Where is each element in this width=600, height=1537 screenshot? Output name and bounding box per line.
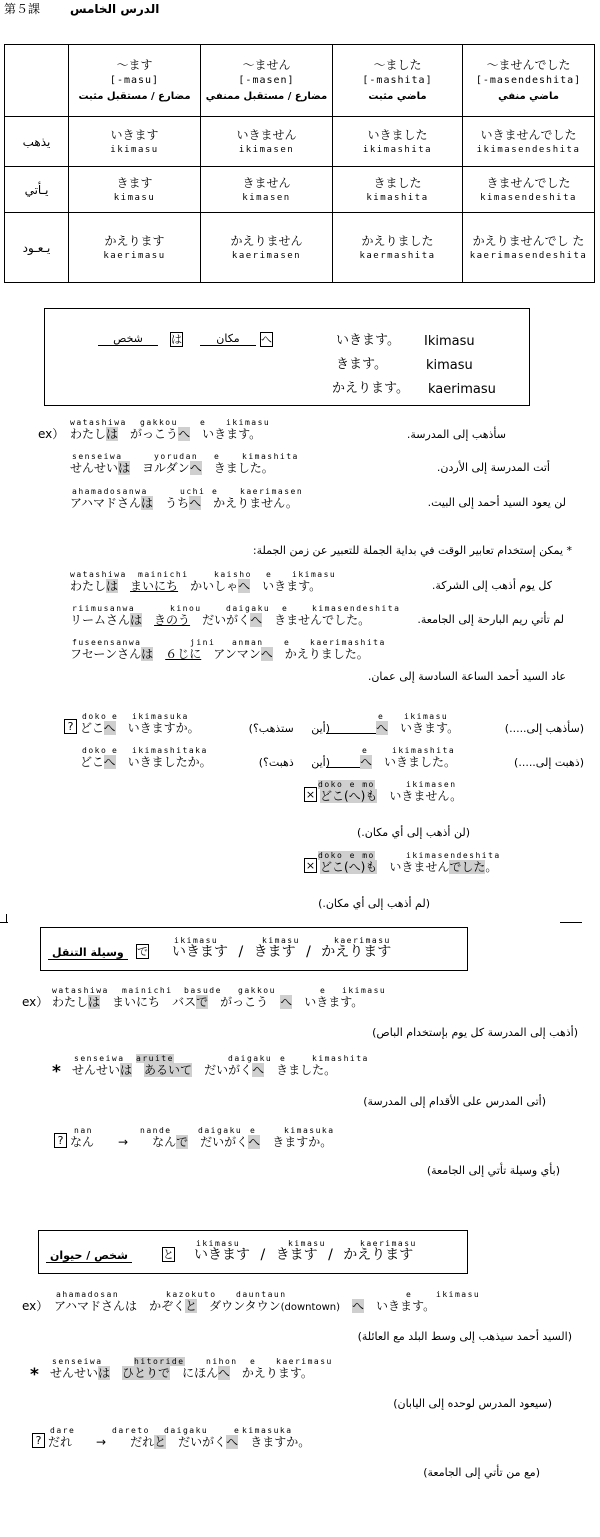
- romaji: e: [280, 1054, 287, 1063]
- romaji: e: [378, 712, 385, 721]
- companion-slot: شخص / حيوان: [46, 1249, 132, 1263]
- romaji: ikimasu: [226, 418, 271, 427]
- romaji: riimusanwa: [72, 604, 136, 613]
- sentence-jp: わたしは まいにち かいしゃへ いきます。: [70, 579, 322, 593]
- table-cell: いきませんでした ikimasendeshita: [463, 117, 595, 167]
- star-marker: *: [52, 1062, 61, 1082]
- romaji: daigaku: [198, 1126, 243, 1135]
- verb-ikimasu: いきます。: [336, 333, 400, 348]
- romaji: kimasendeshita: [312, 604, 401, 613]
- romaji: ikimasu: [404, 712, 449, 721]
- verbs-jp: いきます / きます / かえります: [172, 944, 392, 960]
- romaji: e: [320, 986, 327, 995]
- romaji: e: [362, 746, 369, 755]
- romaji: watashiwa: [70, 570, 127, 579]
- translation: (لن أذهب إلى أي مكان.): [357, 826, 470, 839]
- translation: أتت المدرسة إلى الأردن.: [436, 461, 550, 474]
- table-cell: かえりませんでし た kaerimasendeshita: [463, 213, 595, 283]
- page-mark-right: [560, 922, 582, 923]
- romaji: doko: [82, 712, 108, 721]
- sentence-jp: せんせいは ヨルダンへ きました。: [70, 461, 274, 475]
- translation: (السيد أحمد سيذهب إلى وسط البلد مع العائلة): [357, 1330, 572, 1343]
- romaji: mainichi: [122, 986, 173, 995]
- table-cell: きました kimashita: [333, 167, 463, 213]
- sentence-jp: だれ → だれと だいがくへ きますか。: [48, 1435, 311, 1449]
- question-icon: ?: [32, 1433, 45, 1448]
- table-cell: いきました ikimashita: [333, 117, 463, 167]
- romaji: nande: [140, 1126, 172, 1135]
- romaji: doko: [82, 746, 108, 755]
- place-slot: مكان: [200, 332, 256, 346]
- table-row: [5, 117, 595, 167]
- answer-translation: (ذهبت إلى.....): [514, 756, 584, 769]
- romaji: hitoride: [134, 1357, 185, 1366]
- romaji: kaerimashita: [310, 638, 386, 647]
- romaji: basude: [184, 986, 222, 995]
- romaji: e: [112, 746, 119, 755]
- page-mark-left-tick: [6, 914, 7, 923]
- romaji: gakkou: [238, 986, 276, 995]
- table-cell: きません kimasen: [201, 167, 333, 213]
- romaji: watashiwa: [52, 986, 109, 995]
- romaji: kimasu: [288, 1239, 326, 1248]
- translation: لم تأتي ريم البارحة إلى الجامعة.: [417, 613, 564, 626]
- romaji: ahamadosanwa: [72, 487, 148, 496]
- translation: عاد السيد أحمد الساعة السادسة إلى عمان.: [367, 670, 566, 683]
- romaji: jini: [190, 638, 216, 647]
- romaji: fuseensanwa: [72, 638, 142, 647]
- romaji: kimasuka: [242, 1426, 293, 1435]
- verb-kaerimasu-romaji: kaerimasu: [428, 382, 496, 397]
- table-cell: かえりません kaerimasen: [201, 213, 333, 283]
- negative-icon: ×: [305, 788, 316, 801]
- lesson-title: الدرس الخامس: [70, 2, 160, 16]
- romaji: daigaku: [226, 604, 271, 613]
- translation: (بأي وسيلة تأتي إلى الجامعة): [426, 1164, 560, 1177]
- romaji: kaerimasu: [334, 936, 391, 945]
- person-slot: شخص: [98, 332, 158, 346]
- romaji: ikimasendeshita: [406, 851, 501, 860]
- example-prefix: ex）: [38, 427, 65, 441]
- romaji: e: [234, 1426, 241, 1435]
- star-marker: *: [30, 1365, 39, 1385]
- romaji: e: [214, 452, 221, 461]
- romaji: e: [284, 638, 291, 647]
- answer-blank: [326, 718, 376, 734]
- table-header-cell: ～ませんでした [-masendeshita] ماضي منفي: [463, 45, 595, 117]
- particle-to: と: [163, 1248, 174, 1261]
- translation: كل يوم أذهب إلى الشركة.: [431, 579, 552, 592]
- verbs-jp: いきます / きます / かえります: [194, 1247, 414, 1263]
- romaji: gakkou: [140, 418, 178, 427]
- table-cell: きます kimasu: [69, 167, 201, 213]
- answer-jp: へ いきます。: [376, 721, 460, 735]
- verb-kimasu-romaji: kimasu: [426, 358, 473, 373]
- sentence-jp: わたしは がっこうへ いきます。: [70, 427, 262, 441]
- romaji: daigaku: [164, 1426, 209, 1435]
- romaji: ikimasuka: [132, 712, 189, 721]
- romaji: aruite: [136, 1054, 174, 1063]
- translation: (أذهب إلى المدرسة كل يوم بإستخدام الباص): [372, 1026, 578, 1039]
- romaji: senseiwa: [72, 452, 123, 461]
- romaji: doko e mo: [318, 780, 375, 789]
- particle-de: で: [137, 945, 148, 958]
- particle-wa: は: [171, 333, 182, 346]
- romaji: ikimashitaka: [132, 746, 208, 755]
- transport-slot: وسيلة التنقل: [48, 946, 128, 960]
- translation: (سيعود المدرس لوحده إلى اليابان): [393, 1397, 552, 1410]
- answer-translation: (سأذهب إلى.....): [504, 722, 584, 735]
- example-prefix: ex）: [22, 1299, 49, 1313]
- translation: سأذهب إلى المدرسة.: [406, 428, 506, 441]
- romaji: watashiwa: [70, 418, 127, 427]
- negative-icon: ×: [305, 859, 316, 872]
- romaji: kimashita: [312, 1054, 369, 1063]
- romaji: mainichi: [138, 570, 189, 579]
- sentence-jp: わたしは まいにち バスで がっこう へ いきます。: [52, 995, 364, 1009]
- question-translation: (أين ستذهب؟): [248, 722, 330, 735]
- romaji: kazokuto: [166, 1290, 217, 1299]
- romaji: doko e mo: [318, 851, 375, 860]
- romaji: ikimashita: [392, 746, 456, 755]
- sentence-jp: なん → なんで だいがくへ きますか。: [70, 1135, 333, 1149]
- romaji: senseiwa: [74, 1054, 125, 1063]
- romaji: ahamadosan: [56, 1290, 120, 1299]
- verb-ikimasu-romaji: Ikimasu: [424, 334, 475, 349]
- romaji: kaerimasu: [360, 1239, 417, 1248]
- answer-blank: [326, 752, 360, 768]
- question-translation: (أين ذهبت؟): [258, 756, 330, 769]
- romaji: kinou: [170, 604, 202, 613]
- romaji: kaisho: [214, 570, 252, 579]
- verb-kimasu: きます。: [336, 357, 387, 372]
- translation: (مع من تأتي إلى الجامعة): [423, 1466, 540, 1479]
- translation: لن يعود السيد أحمد إلى البيت.: [427, 496, 566, 509]
- sentence-jp: どこ(へ)も いきませんでした。: [320, 860, 498, 874]
- romaji: e: [406, 1290, 413, 1299]
- romaji: anman: [232, 638, 264, 647]
- table-cell: きませんでした kimasendeshita: [463, 167, 595, 213]
- romaji: e: [250, 1357, 257, 1366]
- conjugation-table: [4, 44, 595, 283]
- romaji: ikimasu: [342, 986, 387, 995]
- romaji: ikimasu: [174, 936, 219, 945]
- verb-meaning: يـعـود: [5, 213, 69, 283]
- romaji: ikimasu: [292, 570, 337, 579]
- romaji: e: [112, 712, 119, 721]
- sentence-jp: どこへ いきますか。: [80, 721, 200, 735]
- romaji: e: [212, 487, 219, 496]
- romaji: kimasuka: [284, 1126, 335, 1135]
- romaji: kaerimasen: [240, 487, 304, 496]
- romaji: uchi: [180, 487, 206, 496]
- romaji: dauntaun: [236, 1290, 287, 1299]
- romaji: kimashita: [242, 452, 299, 461]
- table-cell: かえりました kaermashita: [333, 213, 463, 283]
- romaji: nan: [74, 1126, 93, 1135]
- romaji: dareto: [112, 1426, 150, 1435]
- table-row: [5, 213, 595, 283]
- romaji: ikimasu: [196, 1239, 241, 1248]
- romaji: e: [266, 570, 273, 579]
- romaji: daigaku: [228, 1054, 273, 1063]
- table-header-cell: ～ます [-masu] مضارع / مستقبل مثبت: [69, 45, 201, 117]
- question-icon: ?: [54, 1133, 67, 1148]
- sentence-jp: フセーンさんは ６じに アンマンへ かえりました。: [70, 647, 369, 661]
- verb-meaning: يـأتي: [5, 167, 69, 213]
- sentence-jp: どこ(へ)も いきません。: [320, 789, 463, 803]
- example-prefix: ex）: [22, 995, 49, 1009]
- table-header-cell: ～ません [-masen] مضارع / مستقبل ممنفي: [201, 45, 333, 117]
- table-corner: [5, 45, 69, 117]
- romaji: yorudan: [154, 452, 199, 461]
- sentence-jp: リームさんは きのう だいがくへ きませんでした。: [70, 613, 371, 627]
- sentence-jp: アハマドさんは うちへ かえりません。: [70, 496, 298, 510]
- romaji: e: [250, 1126, 257, 1135]
- particle-e: へ: [261, 333, 272, 346]
- table-cell: いきません ikimasen: [201, 117, 333, 167]
- romaji: kaerimasu: [276, 1357, 333, 1366]
- sentence-jp: せんせいは ひとりで にほんへ かえります。: [50, 1366, 313, 1380]
- romaji: ikimasu: [436, 1290, 481, 1299]
- sentence-jp: どこへ いきましたか。: [80, 755, 212, 769]
- table-cell: かえります kaerimasu: [69, 213, 201, 283]
- romaji: ikimasen: [406, 780, 457, 789]
- romaji: nihon: [206, 1357, 238, 1366]
- sentence-jp: せんせいは あるいて だいがくへ きました。: [72, 1063, 337, 1077]
- table-cell: いきます ikimasu: [69, 117, 201, 167]
- verb-meaning: يذهب: [5, 117, 69, 167]
- romaji: e: [282, 604, 289, 613]
- verb-kaerimasu: かえります。: [332, 381, 409, 396]
- answer-jp: へ いきました。: [360, 755, 457, 769]
- romaji: senseiwa: [52, 1357, 103, 1366]
- table-row: [5, 167, 595, 213]
- romaji: dare: [50, 1426, 76, 1435]
- translation: (أتى المدرس على الأقدام إلى المدرسة): [363, 1095, 546, 1108]
- sentence-jp: アハマドさんは かぞくと ダウンタウン(downtown) へ いきます。: [54, 1299, 436, 1313]
- translation: (لم أذهب إلى أي مكان.): [318, 897, 430, 910]
- question-icon: ?: [64, 719, 77, 734]
- table-header-cell: ～ました [-mashita] ماضي مثبت: [333, 45, 463, 117]
- lesson-number: 第５課: [4, 2, 41, 16]
- romaji: e: [200, 418, 207, 427]
- romaji: kimasu: [262, 936, 300, 945]
- table-header-row: [5, 45, 595, 117]
- time-expression-note: * يمكن إستخدام تعابير الوقت في بداية الجملة للتعبير عن زمن الجملة:: [252, 544, 572, 557]
